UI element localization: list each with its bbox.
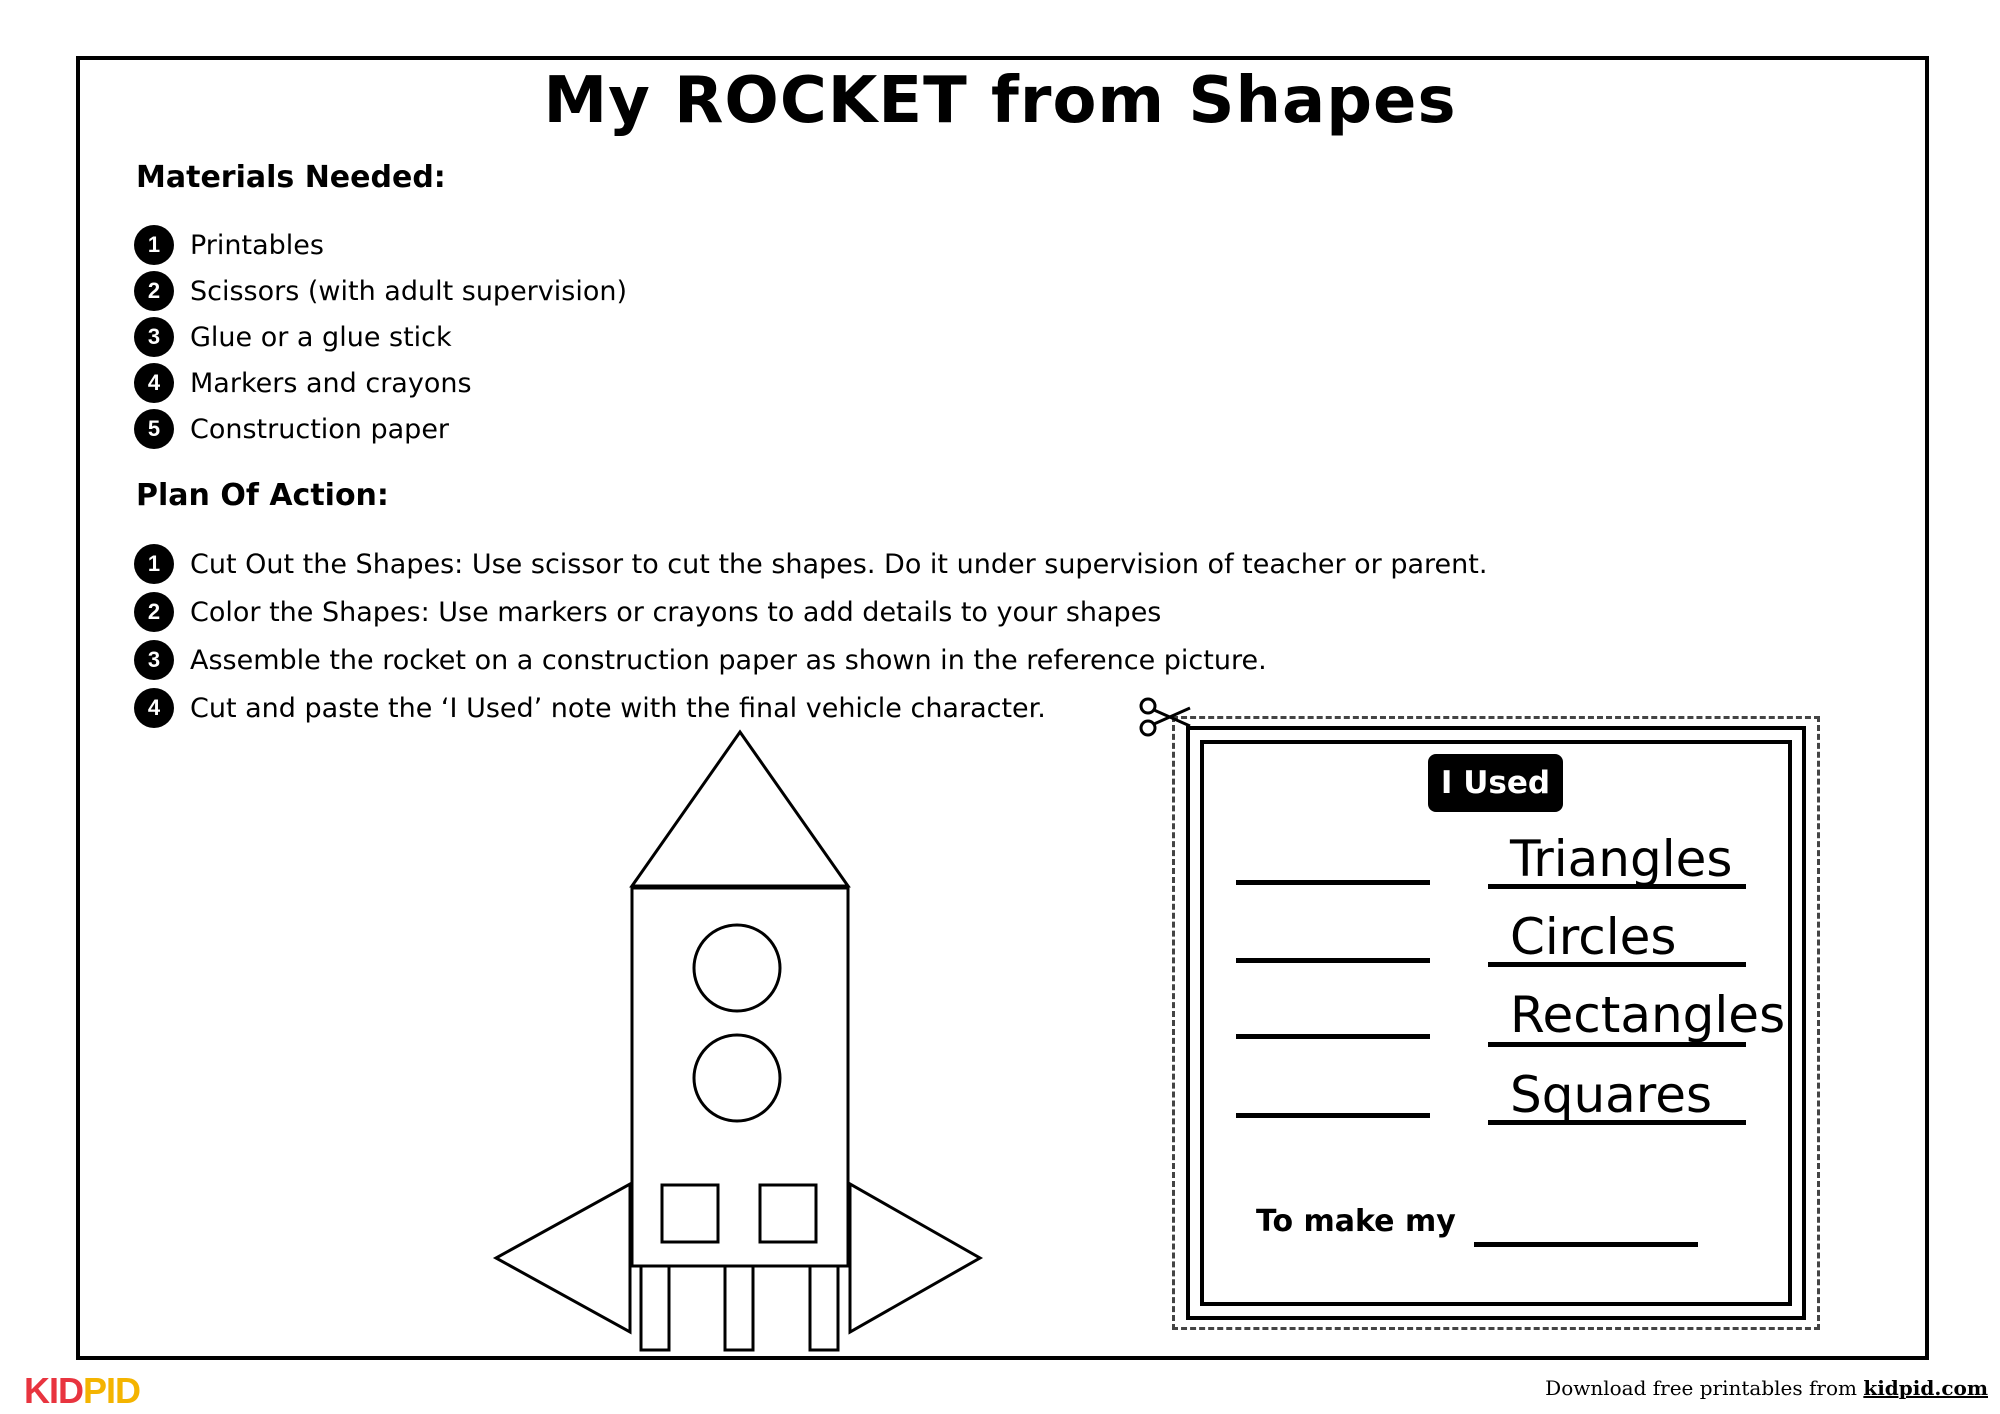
to-make-my-label: To make my (1256, 1204, 1456, 1239)
rocket-window-circle (694, 925, 780, 1011)
count-blank (1236, 880, 1430, 885)
rocket-illustration (490, 725, 1010, 1355)
item-text: Color the Shapes: Use markers or crayons to add details to your shapes (190, 596, 1162, 628)
list-item (134, 540, 1487, 588)
shape-word-triangles: Triangles (1510, 830, 1733, 888)
rocket-leg-rectangle (810, 1266, 838, 1350)
vehicle-blank (1474, 1242, 1698, 1247)
rocket-right-fin-triangle (850, 1184, 980, 1332)
shape-underline (1488, 1042, 1746, 1047)
plan-heading: Plan Of Action: (136, 478, 389, 513)
rocket-leg-rectangle (641, 1266, 669, 1350)
shape-word-squares: Squares (1510, 1066, 1713, 1124)
scissors-icon (1138, 696, 1194, 740)
rocket-nose-triangle (632, 732, 848, 886)
list-item (134, 360, 627, 406)
item-text: Construction paper (190, 413, 450, 445)
footer-text: Download free printables from (1545, 1376, 1864, 1400)
footer-credit (1545, 1376, 1988, 1400)
shape-underline (1488, 962, 1746, 967)
count-blank (1236, 1034, 1430, 1039)
item-text: Assemble the rocket on a construction paper as shown in the reference picture. (190, 644, 1267, 676)
footer-link[interactable]: kidpid.com (1863, 1376, 1988, 1400)
kidpid-logo: KIDPID (24, 1370, 141, 1411)
number-badge: 5 (134, 409, 174, 449)
item-text: Glue or a glue stick (190, 321, 452, 353)
rocket-square (760, 1185, 816, 1242)
shape-word-circles: Circles (1510, 908, 1677, 966)
item-text: Cut Out the Shapes: Use scissor to cut the shapes. Do it under supervision of teacher or parent. (190, 548, 1488, 580)
shape-underline (1488, 884, 1746, 889)
rocket-window-circle (694, 1035, 780, 1121)
plan-list (134, 540, 1487, 732)
list-item (134, 406, 627, 452)
list-item (134, 222, 627, 268)
materials-list (134, 222, 627, 452)
rocket-leg-rectangle (725, 1266, 753, 1350)
shape-word-rectangles: Rectangles (1510, 986, 1786, 1044)
page-title: My ROCKET from Shapes (543, 64, 1457, 138)
number-badge: 3 (134, 640, 174, 680)
number-badge: 1 (134, 544, 174, 584)
item-text: Markers and crayons (190, 367, 472, 399)
item-text: Cut and paste the ‘I Used’ note with the final vehicle character. (190, 692, 1046, 724)
i-used-label: I Used (1428, 754, 1563, 812)
item-text: Printables (190, 229, 324, 261)
rocket-left-fin-triangle (496, 1184, 630, 1332)
shape-underline (1488, 1120, 1746, 1125)
list-item (134, 314, 627, 360)
number-badge: 4 (134, 688, 174, 728)
number-badge: 2 (134, 271, 174, 311)
number-badge: 2 (134, 592, 174, 632)
number-badge: 1 (134, 225, 174, 265)
list-item (134, 268, 627, 314)
count-blank (1236, 958, 1430, 963)
count-blank (1236, 1113, 1430, 1118)
list-item (134, 636, 1487, 684)
number-badge: 4 (134, 363, 174, 403)
item-text: Scissors (with adult supervision) (190, 275, 627, 307)
rocket-square (662, 1185, 718, 1242)
list-item (134, 588, 1487, 636)
materials-heading: Materials Needed: (136, 160, 446, 195)
number-badge: 3 (134, 317, 174, 357)
